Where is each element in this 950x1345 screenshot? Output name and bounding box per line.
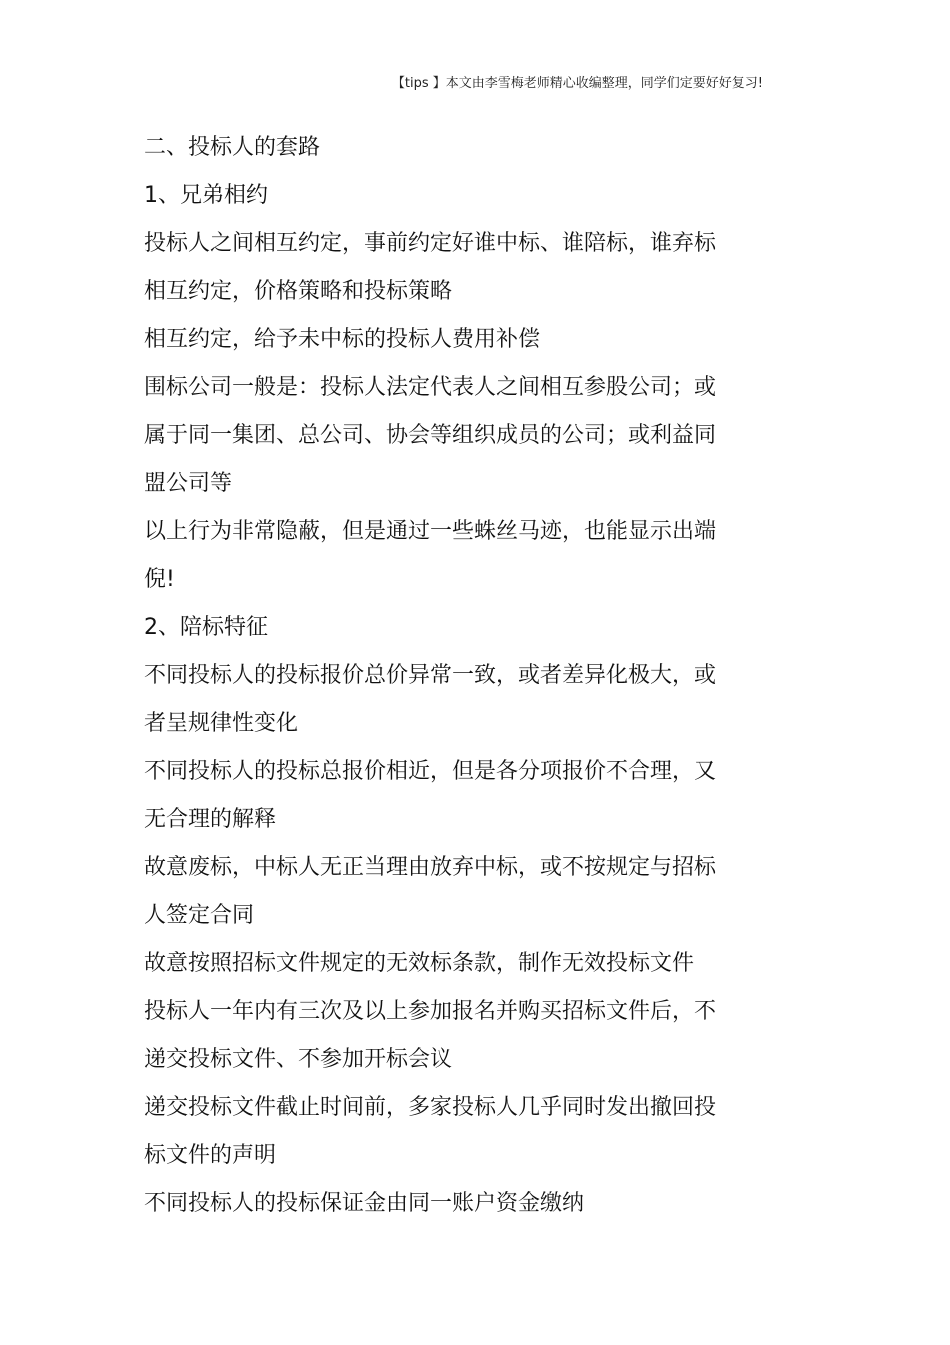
text-line: 以上行为非常隐蔽，但是通过一些蛛丝马迹，也能显示出端	[144, 519, 717, 544]
text-line: 盟公司等	[144, 471, 233, 496]
document-body	[144, 124, 744, 1228]
text-line: 者呈规律性变化	[144, 711, 299, 736]
text-line: 故意废标，中标人无正当理由放弃中标，或不按规定与招标	[144, 855, 717, 880]
text-line: 相互约定，价格策略和投标策略	[144, 279, 453, 304]
subsection-heading: 1、兄弟相约	[144, 183, 268, 208]
text-line: 倪!	[144, 567, 175, 592]
text-line: 不同投标人的投标总报价相近，但是各分项报价不合理，又	[144, 759, 717, 784]
text-line: 人签定合同	[144, 903, 255, 928]
text-line: 标文件的声明	[144, 1143, 277, 1168]
text-line: 故意按照招标文件规定的无效标条款，制作无效投标文件	[144, 951, 695, 976]
text-line: 不同投标人的投标保证金由同一账户资金缴纳	[144, 1191, 585, 1216]
text-line: 属于同一集团、总公司、协会等组织成员的公司；或利益同	[144, 423, 717, 448]
text-line: 无合理的解释	[144, 807, 277, 832]
header-tip: 【tips 】本文由李雪梅老师精心收编整理，同学们定要好好复习!	[391, 76, 763, 91]
text-line: 投标人之间相互约定，事前约定好谁中标、谁陪标，谁弃标	[144, 231, 717, 256]
text-line: 递交投标文件截止时间前，多家投标人几乎同时发出撤回投	[144, 1095, 717, 1120]
text-line: 相互约定，给予未中标的投标人费用补偿	[144, 327, 541, 352]
section-heading: 二、投标人的套路	[144, 135, 321, 160]
subsection-heading: 2、陪标特征	[144, 615, 268, 640]
text-line: 投标人一年内有三次及以上参加报名并购买招标文件后，不	[144, 999, 717, 1024]
text-line: 不同投标人的投标报价总价异常一致，或者差异化极大，或	[144, 663, 717, 688]
text-line: 递交投标文件、不参加开标会议	[144, 1047, 453, 1072]
text-line: 围标公司一般是：投标人法定代表人之间相互参股公司；或	[144, 375, 717, 400]
